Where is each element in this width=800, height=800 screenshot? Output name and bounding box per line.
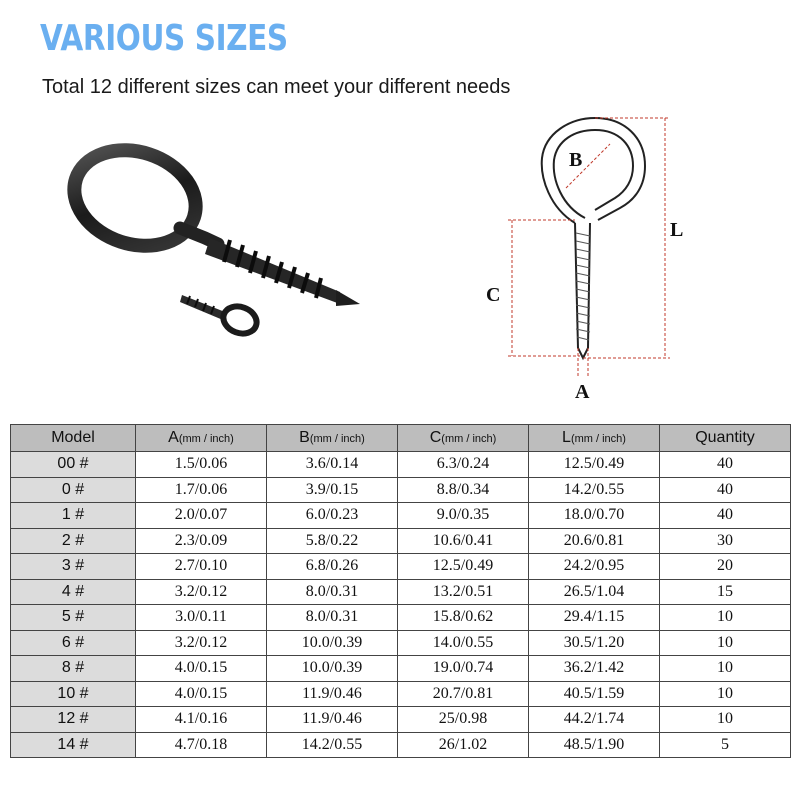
table-cell-model: 00 #	[11, 452, 136, 478]
table-cell-l: 26.5/1.04	[529, 579, 660, 605]
table-row	[11, 707, 791, 733]
table-cell-quantity: 10	[660, 681, 791, 707]
table-cell-b: 5.8/0.22	[267, 528, 398, 554]
table-cell-a: 3.2/0.12	[136, 630, 267, 656]
table-cell-a: 2.7/0.10	[136, 554, 267, 580]
table-row	[11, 452, 791, 478]
table-cell-l: 36.2/1.42	[529, 656, 660, 682]
table-cell-c: 19.0/0.74	[398, 656, 529, 682]
table-cell-b: 8.0/0.31	[267, 579, 398, 605]
hook-outline	[542, 118, 645, 358]
table-cell-model: 1 #	[11, 503, 136, 529]
table-cell-c: 20.7/0.81	[398, 681, 529, 707]
table-cell-model: 10 #	[11, 681, 136, 707]
dimension-label-c: C	[486, 284, 501, 306]
table-cell-l: 44.2/1.74	[529, 707, 660, 733]
table-cell-c: 26/1.02	[398, 732, 529, 758]
table-cell-a: 4.0/0.15	[136, 656, 267, 682]
table-cell-l: 40.5/1.59	[529, 681, 660, 707]
table-cell-a: 4.7/0.18	[136, 732, 267, 758]
table-cell-a: 4.0/0.15	[136, 681, 267, 707]
column-header-a: A(mm / inch)	[136, 425, 267, 452]
table-row	[11, 579, 791, 605]
table-header-row	[11, 425, 791, 452]
size-specification-table	[10, 424, 791, 758]
table-row	[11, 681, 791, 707]
page-title: VARIOUS SIZES	[40, 18, 288, 59]
dimension-diagram	[470, 108, 720, 408]
table-cell-model: 2 #	[11, 528, 136, 554]
table-cell-model: 6 #	[11, 630, 136, 656]
dimension-label-l: L	[670, 219, 684, 241]
table-cell-quantity: 40	[660, 477, 791, 503]
table-cell-l: 24.2/0.95	[529, 554, 660, 580]
page-subtitle: Total 12 different sizes can meet your different needs	[42, 76, 511, 98]
table-cell-c: 12.5/0.49	[398, 554, 529, 580]
table-cell-a: 2.0/0.07	[136, 503, 267, 529]
table-cell-c: 10.6/0.41	[398, 528, 529, 554]
table-row	[11, 503, 791, 529]
table-cell-l: 18.0/0.70	[529, 503, 660, 529]
table-cell-model: 14 #	[11, 732, 136, 758]
table-cell-b: 6.0/0.23	[267, 503, 398, 529]
table-cell-l: 14.2/0.55	[529, 477, 660, 503]
table-cell-b: 11.9/0.46	[267, 707, 398, 733]
table-cell-b: 11.9/0.46	[267, 681, 398, 707]
product-photo	[40, 120, 370, 380]
table-cell-c: 13.2/0.51	[398, 579, 529, 605]
table-cell-model: 3 #	[11, 554, 136, 580]
table-cell-a: 1.5/0.06	[136, 452, 267, 478]
table-cell-b: 8.0/0.31	[267, 605, 398, 631]
table-cell-a: 3.2/0.12	[136, 579, 267, 605]
table-cell-c: 15.8/0.62	[398, 605, 529, 631]
table-cell-model: 8 #	[11, 656, 136, 682]
table-cell-c: 8.8/0.34	[398, 477, 529, 503]
small-eye-hook	[180, 295, 260, 338]
column-header-model: Model	[11, 425, 136, 452]
table-row	[11, 477, 791, 503]
column-header-b: B(mm / inch)	[267, 425, 398, 452]
dimension-label-b: B	[569, 149, 583, 171]
table-cell-l: 29.4/1.15	[529, 605, 660, 631]
column-header-quantity: Quantity	[660, 425, 791, 452]
table-cell-b: 10.0/0.39	[267, 656, 398, 682]
table-cell-model: 4 #	[11, 579, 136, 605]
table-cell-quantity: 20	[660, 554, 791, 580]
table-cell-quantity: 40	[660, 452, 791, 478]
table-cell-b: 6.8/0.26	[267, 554, 398, 580]
table-cell-l: 30.5/1.20	[529, 630, 660, 656]
table-cell-b: 14.2/0.55	[267, 732, 398, 758]
table-cell-a: 2.3/0.09	[136, 528, 267, 554]
large-eye-hook	[62, 135, 360, 306]
table-cell-l: 12.5/0.49	[529, 452, 660, 478]
table-cell-c: 9.0/0.35	[398, 503, 529, 529]
table-cell-model: 5 #	[11, 605, 136, 631]
table-cell-quantity: 5	[660, 732, 791, 758]
table-row	[11, 554, 791, 580]
table-cell-l: 20.6/0.81	[529, 528, 660, 554]
table-cell-a: 3.0/0.11	[136, 605, 267, 631]
table-cell-b: 10.0/0.39	[267, 630, 398, 656]
table-row	[11, 605, 791, 631]
table-row	[11, 732, 791, 758]
table-cell-b: 3.6/0.14	[267, 452, 398, 478]
table-cell-b: 3.9/0.15	[267, 477, 398, 503]
table-row	[11, 630, 791, 656]
table-cell-l: 48.5/1.90	[529, 732, 660, 758]
table-cell-model: 0 #	[11, 477, 136, 503]
table-row	[11, 656, 791, 682]
table-cell-quantity: 10	[660, 707, 791, 733]
table-cell-c: 25/0.98	[398, 707, 529, 733]
table-cell-model: 12 #	[11, 707, 136, 733]
column-header-c: C(mm / inch)	[398, 425, 529, 452]
table-cell-quantity: 40	[660, 503, 791, 529]
table-cell-quantity: 30	[660, 528, 791, 554]
table-cell-c: 14.0/0.55	[398, 630, 529, 656]
table-cell-quantity: 10	[660, 656, 791, 682]
column-header-l: L(mm / inch)	[529, 425, 660, 452]
table-cell-quantity: 10	[660, 605, 791, 631]
table-body	[11, 452, 791, 758]
dimension-label-a: A	[575, 381, 590, 403]
table-cell-a: 4.1/0.16	[136, 707, 267, 733]
table-cell-c: 6.3/0.24	[398, 452, 529, 478]
table-cell-quantity: 10	[660, 630, 791, 656]
table-cell-quantity: 15	[660, 579, 791, 605]
table-cell-a: 1.7/0.06	[136, 477, 267, 503]
table-row	[11, 528, 791, 554]
